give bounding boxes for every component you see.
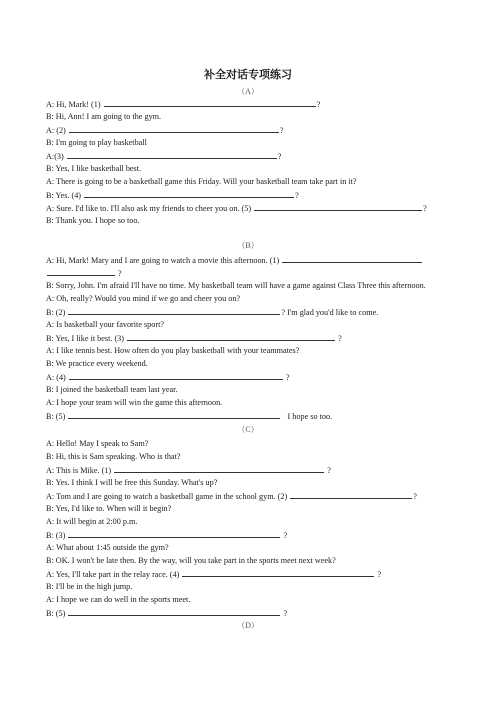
dialog-line: A: It will begin at 2:00 p.m. bbox=[46, 517, 138, 526]
answer-blank[interactable] bbox=[182, 569, 374, 577]
answer-blank[interactable] bbox=[68, 307, 280, 315]
section-d-heading: （D） bbox=[237, 621, 259, 630]
dialog-line: B: Yes, I like it best. (3) ? bbox=[46, 334, 342, 343]
page-title: 补全对话专项练习 bbox=[204, 68, 292, 81]
answer-blank[interactable] bbox=[104, 99, 316, 107]
dialog-line: A: Hi, Mark! Mary and I are going to watch a movie this afternoon. (1) bbox=[46, 255, 456, 266]
dialog-line: A: I like tennis best. How often do you play basketball with your teammates? bbox=[46, 346, 300, 355]
dialog-line: B: Yes. (4) ? bbox=[46, 191, 299, 200]
dialog-line: B: (5) ? bbox=[46, 609, 288, 618]
dialog-line: B: Hi, Ann! I am going to the gym. bbox=[46, 112, 162, 121]
dialog-line: A: I hope your team will win the game this afternoon. bbox=[46, 398, 223, 407]
dialog-line: B: I'll be in the high jump. bbox=[46, 582, 133, 591]
section-c-heading: （C） bbox=[237, 425, 259, 434]
answer-blank[interactable] bbox=[68, 608, 280, 616]
dialog-line: A: Oh, really? Would you mind if we go and cheer you on? bbox=[46, 294, 241, 303]
dialog-line: B: (2) ? I'm glad you'd like to come. bbox=[46, 308, 379, 317]
dialog-line: A: This is Mike. (1) ? bbox=[46, 466, 331, 475]
dialog-line: A: Tom and I are going to watch a basketball game in the school gym. (2) ? bbox=[46, 492, 417, 501]
section-a-heading: （A） bbox=[237, 87, 259, 96]
answer-blank[interactable] bbox=[290, 491, 412, 499]
dialog-line: A: Is basketball your favorite sport? bbox=[46, 320, 165, 329]
dialog-line: B: OK. I won't be late then. By the way, will you take part in the sports meet next week? bbox=[46, 556, 336, 565]
dialog-line: B: Hi, this is Sam speaking. Who is that? bbox=[46, 452, 181, 461]
dialog-line: B: I'm going to play basketball bbox=[46, 138, 147, 147]
answer-blank[interactable] bbox=[127, 333, 335, 341]
answer-blank[interactable] bbox=[114, 465, 324, 473]
dialog-line: B: (5) I hope so too. bbox=[46, 412, 333, 421]
dialog-line: B: We practice every weekend. bbox=[46, 359, 148, 368]
dialog-line: B: (3) ? bbox=[46, 531, 288, 540]
answer-blank[interactable] bbox=[282, 255, 422, 263]
answer-blank[interactable] bbox=[69, 125, 279, 133]
dialog-line: A: There is going to be a basketball game this Friday. Will your basketball team take part in it? bbox=[46, 177, 357, 186]
answer-blank[interactable] bbox=[254, 203, 422, 211]
dialog-line: B: Sorry, John. I'm afraid I'll have no time. My basketball team will have a game against Class Three this afternoon. bbox=[46, 281, 426, 290]
answer-blank[interactable] bbox=[67, 151, 277, 159]
answer-blank[interactable] bbox=[69, 372, 283, 380]
dialog-line: A: Hi, Mark! (1) ? bbox=[46, 100, 321, 109]
dialog-line: B: Yes. I think I will be free this Sunday. What's up? bbox=[46, 478, 218, 487]
dialog-line: A: (4) ? bbox=[46, 373, 290, 382]
section-b-heading: （B） bbox=[237, 241, 259, 250]
dialog-line: A: Yes, I'll take part in the relay race. (4) ? bbox=[46, 570, 382, 579]
dialog-line: A:(3) ? bbox=[46, 152, 282, 161]
answer-blank[interactable] bbox=[68, 411, 280, 419]
dialog-line: A: I hope we can do well in the sports meet. bbox=[46, 595, 191, 604]
dialog-line: ? bbox=[46, 268, 456, 279]
dialog-line: B: Thank you. I hope so too. bbox=[46, 216, 140, 225]
answer-blank[interactable] bbox=[68, 530, 280, 538]
dialog-line: A: Hello! May I speak to Sam? bbox=[46, 439, 149, 448]
dialog-line: A: (2) ? bbox=[46, 126, 284, 135]
answer-blank[interactable] bbox=[84, 190, 294, 198]
dialog-line: A: What about 1:45 outside the gym? bbox=[46, 543, 169, 552]
dialog-line: B: Yes, I like basketball best. bbox=[46, 164, 142, 173]
answer-blank[interactable] bbox=[47, 268, 115, 276]
dialog-line: A: Sure. I'd like to. I'll also ask my friends to cheer you on. (5) ? bbox=[46, 204, 427, 213]
dialog-line: B: I joined the basketball team last year. bbox=[46, 385, 178, 394]
dialog-line: B: Yes, I'd like to. When will it begin? bbox=[46, 504, 172, 513]
